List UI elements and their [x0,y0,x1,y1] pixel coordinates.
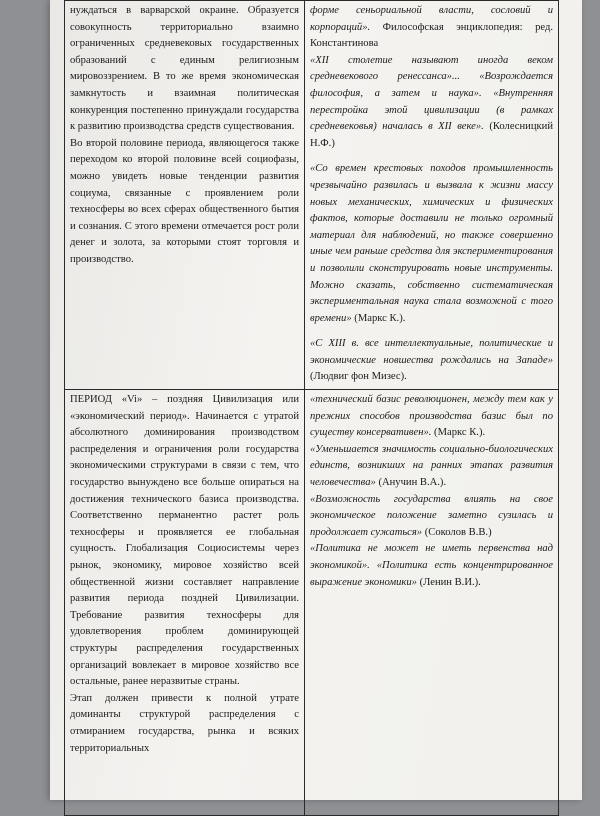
table-row [65,1,559,390]
quote-source: (Ленин В.И.). [416,576,481,588]
quote-paragraph [310,392,553,442]
quote-paragraph [310,442,553,492]
quote-source: (Людвиг фон Мизес). [310,371,407,383]
quote-text: «С XIII в. все интеллектуальные, политические и экономические новшества рождались на Западе» [310,338,553,366]
period-description-cell [65,390,305,816]
paragraph: ПЕРИОД «Vi» – поздняя Цивилизация или «экономический период». Начинается с утратой абсолютного доминирования производством распределения и ограничения роли государства экономическими структурами в связи с тем, что государство вынуждено все больше опираться на достижения технического базиса производства. Соответственно перманентно растет роль техносферы и проявляется ее глобальная сущность. Глобализация Социосистемы через рынок, экономику, мировое хозяйство всей общественной жизни составляет направление развития периода поздней Цивилизации. Требование развития техносферы для удовлетворения проблем доминирующей структуры распределения государственных организаций вовлекает в мировое хозяйство все остальные, ранее неразвитые страны. [70,394,299,688]
quotes-cell [305,1,559,390]
quote-source: (Маркс К.). [351,312,406,324]
quote-paragraph [310,336,553,386]
quote-text: «Возможность государства влиять на свое экономическое положение заметно сузилась и продолжает сужаться» [310,493,553,538]
quote-text: «XII столетие называют иногда веком средневекового ренессанса»... «Возрождается философия, а затем и наука». «Внутренняя перестройка этой цивилизации (в рамках средневековья) началась в XII веке». [310,54,553,133]
quote-paragraph [310,53,553,153]
period-description-cell [65,1,305,390]
quote-paragraph [310,541,553,591]
quote-source: (Колесницкий Н.Ф.) [310,121,553,149]
quote-source: (Маркс К.). [431,427,486,439]
quote-text: форме сеньориальной власти, сословий и корпораций». [310,5,553,33]
quote-text: «Уменьшается значимость социально-биологических единств, возникших на ранних этапах развития человечества» [310,443,553,489]
quote-text: «Политика не может не иметь первенства над экономикой». «Политика есть концентрированное выражение экономики» [310,543,553,588]
quotes-cell [305,390,559,816]
quote-text: «Со времен крестовых походов промышленность чрезвычайно развилась и вызвала к жизни массу новых механических, химических и физических фактов, которые доставили не только огромный материал для наблюдений, но также совершенно иные чем раньше средства для экспериментирования и позволили сконструировать новые инструменты. Можно сказать, собственно систематическая экспериментальная наука стала возможной с того времени» [310,163,553,324]
quote-paragraph [310,3,553,53]
content-table [64,0,559,816]
quote-text: «технический базис революционен, между тем как у прежних способов производства базис был по существу консервативен». [310,394,553,439]
paragraph: Этап должен привести к полной утрате доминанты структурой распределения с отмиранием государства, рынка и всяких территориальных [70,692,299,754]
quote-source: Философская энциклопедия: ред. Константинова [310,21,553,50]
quote-paragraph [310,161,553,327]
paragraph: Во второй половине периода, являющегося также переходом ко второй половине всей социофазы, можно увидеть новые тенденции развития социума, связанные с проявлением роли техносферы во всех сферах общественного бытия и сознания. С этого времени отмечается рост роли денег и золота, за которыми стоят торговля и производство. [70,137,299,265]
quote-source: (Соколов В.В.) [422,526,492,538]
quote-paragraph [310,492,553,542]
quote-source: (Анучин В.А.). [375,477,447,489]
paragraph: нуждаться в варварской окраине. Образуется совокупность территориально взаимно ограниченных средневековых государственных образований с единым религиозным мировоззрением. В то же время экономическая замкнутость и взаимная политическая конкуренция постепенно принуждали государства к развитию производства средств существования. [70,5,299,133]
table-row [65,390,559,816]
